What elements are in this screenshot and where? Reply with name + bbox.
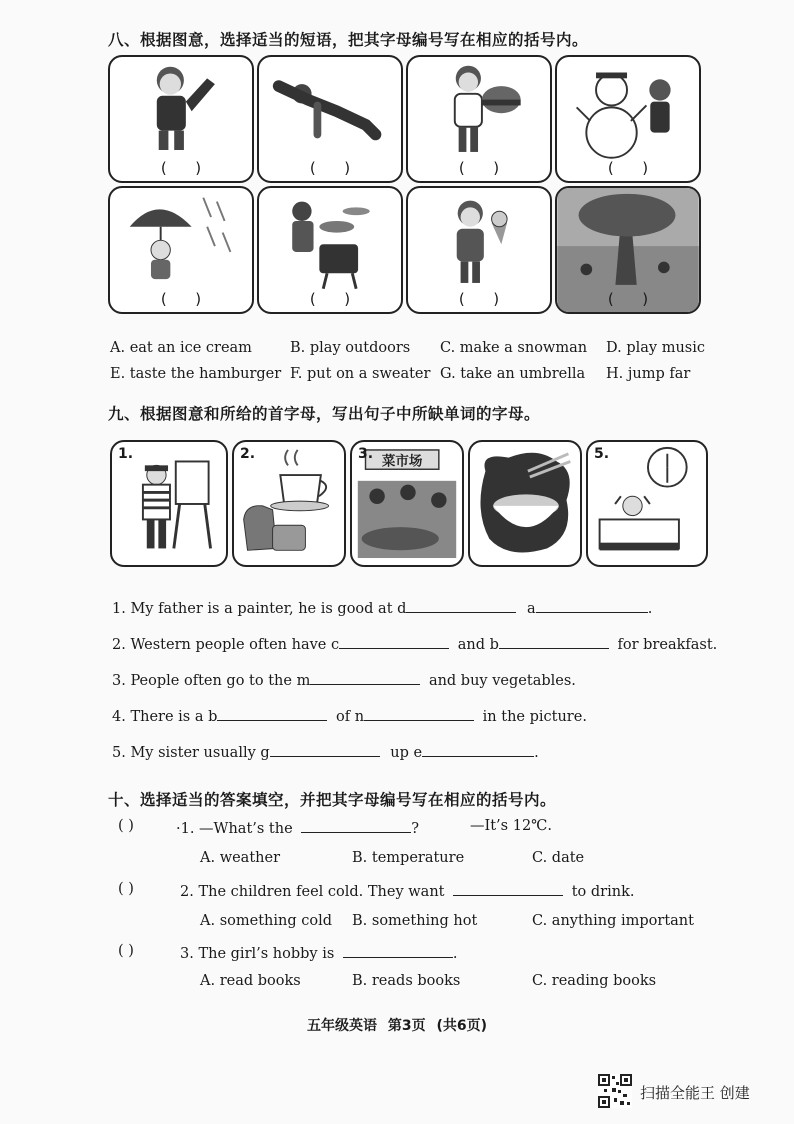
blank-input[interactable] [453, 881, 563, 896]
option-a: A. eat an ice cream [110, 340, 252, 356]
blank-input[interactable] [364, 706, 474, 721]
option-e: E. taste the hamburger [110, 366, 282, 382]
blank-input[interactable] [499, 634, 609, 649]
answer-bracket[interactable]: ( ) [309, 159, 351, 177]
picture-painter [110, 440, 228, 567]
answer-bracket[interactable]: ( ) [458, 290, 500, 308]
q3-option-a: A. read books [200, 973, 301, 989]
option-c: C. make a snowman [440, 340, 588, 356]
blank-input[interactable] [536, 598, 648, 613]
picture-get-up-early [586, 440, 708, 567]
scanner-brand: 扫描全能王 创建 [640, 1084, 750, 1102]
sentence-5: 5. My sister usually g up e . [112, 742, 539, 761]
picture-number: 5. [594, 446, 610, 462]
answer-bracket[interactable]: ( ) [607, 159, 649, 177]
q2-option-a: A. something cold [200, 913, 332, 929]
picture-taste-hamburger [406, 55, 552, 183]
option-b: B. play outdoors [290, 340, 411, 356]
section-9-title: 九、根据图意和所给的首字母，写出句子中所缺单词的字母。 [108, 405, 541, 423]
picture-put-on-sweater [108, 55, 254, 183]
q2-option-b: B. something hot [352, 913, 478, 929]
picture-number: 1. [118, 446, 134, 462]
option-f: F. put on a sweater [290, 366, 431, 382]
option-h: H. jump far [606, 366, 691, 382]
picture-market [350, 440, 464, 567]
picture-noodles [468, 440, 582, 567]
sentence-3: 3. People often go to the m and buy vegetables. [112, 670, 576, 689]
page-footer: 五年级英语 第3页 (共6页) [306, 1018, 488, 1034]
section-10-title: 十、选择适当的答案填空，并把其字母编号写在相应的括号内。 [108, 791, 557, 809]
picture-play-music [257, 186, 403, 314]
q1-option-b: B. temperature [352, 850, 465, 866]
picture-number: 2. [240, 446, 256, 462]
blank-input[interactable] [310, 670, 420, 685]
picture-number: 4. [476, 446, 492, 462]
picture-make-snowman [555, 55, 701, 183]
blank-input[interactable] [339, 634, 449, 649]
sentence-4: 4. There is a b of n in the picture. [112, 706, 587, 725]
answer-bracket[interactable]: ( ) [160, 290, 202, 308]
section-8-title: 八、根据图意，选择适当的短语，把其字母编号写在相应的括号内。 [108, 31, 589, 49]
q1-answer: —It’s 12℃. [470, 818, 552, 834]
answer-bracket[interactable]: ( ) [309, 290, 351, 308]
answer-bracket[interactable]: ( ) [607, 290, 649, 308]
q3-bracket[interactable]: ( ) [118, 943, 134, 959]
answer-bracket[interactable]: ( ) [458, 159, 500, 177]
picture-eat-ice-cream [406, 186, 552, 314]
q1-option-c: C. date [532, 850, 585, 866]
blank-input[interactable] [406, 598, 516, 613]
q2-bracket[interactable]: ( ) [118, 881, 134, 897]
picture-take-umbrella [108, 186, 254, 314]
option-g: G. take an umbrella [440, 366, 586, 382]
q3-stem: 3. The girl’s hobby is . [180, 943, 458, 962]
market-sign: 菜市场 [381, 453, 423, 470]
blank-input[interactable] [270, 742, 380, 757]
option-d: D. play music [606, 340, 705, 356]
blank-input[interactable] [217, 706, 327, 721]
q1-option-a: A. weather [200, 850, 281, 866]
sentence-1: 1. My father is a painter, he is good at d a . [112, 598, 652, 617]
picture-play-outdoors [555, 186, 701, 314]
q3-option-c: C. reading books [532, 973, 657, 989]
q2-stem: 2. The children feel cold. They want to drink. [180, 881, 634, 900]
blank-input[interactable] [422, 742, 534, 757]
q2-option-c: C. anything important [532, 913, 694, 929]
blank-input[interactable] [343, 943, 453, 958]
q1-bracket[interactable]: ( ) [118, 818, 134, 834]
q1-stem: ·1. —What’s the ? [176, 818, 419, 837]
picture-jump-far [257, 55, 403, 183]
answer-bracket[interactable]: ( ) [160, 159, 202, 177]
blank-input[interactable] [301, 818, 411, 833]
picture-number: 3. [358, 446, 374, 462]
sentence-2: 2. Western people often have c and b for breakfast. [112, 634, 717, 653]
qr-code-icon [598, 1074, 632, 1108]
q3-option-b: B. reads books [352, 973, 461, 989]
picture-coffee-bread [232, 440, 346, 567]
